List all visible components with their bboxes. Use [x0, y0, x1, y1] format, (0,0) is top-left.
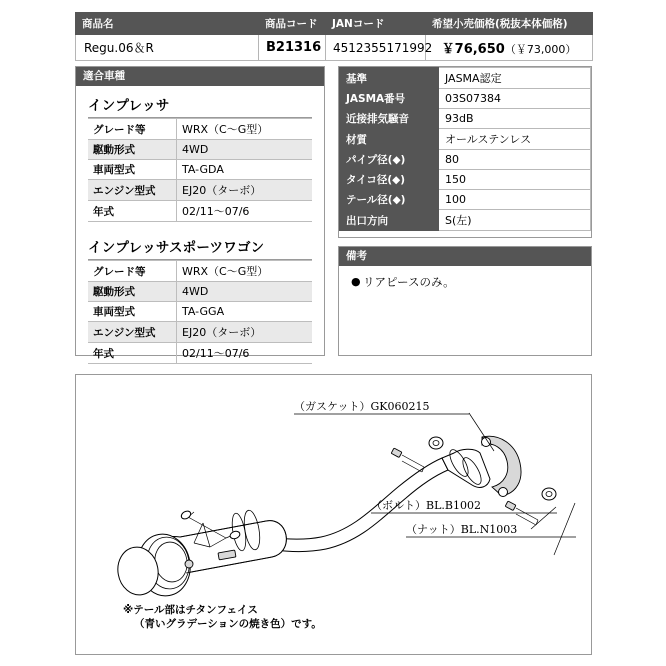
fitment-panel-title: 適合車種 — [76, 67, 324, 86]
diagram-note-line1: ※テール部はチタンフェイス — [123, 604, 258, 616]
specification-panel — [338, 66, 592, 238]
fitment-key: 年式 — [88, 343, 177, 364]
spec-row — [340, 129, 591, 150]
spec-value: 150 — [439, 170, 591, 190]
fitment-row — [88, 322, 312, 343]
bullet-icon: ● — [351, 275, 361, 288]
fitment-group-title: インプレッサスポーツワゴン — [88, 236, 312, 260]
fitment-value: 4WD — [177, 140, 313, 160]
cell-product-name: Regu.06＆R — [76, 35, 259, 61]
spec-key: テール径(◆) — [340, 190, 439, 210]
spec-row — [340, 150, 591, 170]
spec-row — [340, 89, 591, 109]
fitment-table-impreza — [88, 118, 312, 222]
cell-product-code: B21316 — [259, 35, 326, 61]
fitment-group-title: インプレッサ — [88, 94, 312, 118]
spec-key: 出口方向 — [340, 210, 439, 231]
column-header-price: 希望小売価格(税抜本体価格) — [426, 13, 593, 35]
fitment-value: TA-GDA — [177, 160, 313, 180]
bolt-left — [391, 448, 424, 472]
cell-price — [426, 35, 593, 61]
price-sub: （￥73,000） — [504, 43, 577, 56]
fitment-value: TA-GGA — [177, 302, 313, 322]
callout-bolt — [371, 499, 557, 513]
fitment-row — [88, 180, 312, 201]
cell-jan-code: 4512355171992 — [326, 35, 426, 61]
callout-gasket — [294, 400, 469, 414]
fitment-value: 02/11〜07/6 — [177, 343, 313, 364]
fitment-key: 駆動形式 — [88, 140, 177, 160]
fitment-row — [88, 282, 312, 302]
remarks-panel-title: 備考 — [339, 247, 591, 266]
fitment-key: エンジン型式 — [88, 322, 177, 343]
fitment-key: グレード等 — [88, 119, 177, 140]
nut-right — [542, 488, 556, 500]
fitment-value: WRX（C〜G型） — [177, 261, 313, 282]
spec-value: JASMA認定 — [439, 68, 591, 89]
callout-gasket-label: （ガスケット）GK060215 — [294, 400, 430, 413]
spec-row — [340, 210, 591, 231]
fitment-row — [88, 119, 312, 140]
fitment-group-impreza-sports-wagon — [76, 222, 324, 364]
fitment-key: 年式 — [88, 201, 177, 222]
fitment-key: グレード等 — [88, 261, 177, 282]
fitment-row — [88, 261, 312, 282]
fitment-row — [88, 140, 312, 160]
spec-value: 80 — [439, 150, 591, 170]
spec-value: 93dB — [439, 109, 591, 129]
remarks-body — [339, 266, 591, 290]
fitment-value: EJ20（ターボ） — [177, 322, 313, 343]
column-header-jan-code: JANコード — [326, 13, 426, 35]
callout-nut-label: （ナット）BL.N1003 — [406, 523, 518, 536]
fitment-row — [88, 302, 312, 322]
fitment-row — [88, 343, 312, 364]
fitment-value: 02/11〜07/6 — [177, 201, 313, 222]
fitment-value: WRX（C〜G型） — [177, 119, 313, 140]
fitment-group-impreza — [76, 86, 324, 222]
fitment-table-impreza-sports-wagon — [88, 260, 312, 364]
spec-key: タイコ径(◆) — [340, 170, 439, 190]
product-table-header-row — [76, 13, 593, 35]
remark-text: リアピースのみ。 — [363, 275, 455, 289]
spec-value: S(左) — [439, 210, 591, 231]
spec-value: 100 — [439, 190, 591, 210]
product-diagram-panel — [75, 374, 592, 655]
fitment-key: 駆動形式 — [88, 282, 177, 302]
fitment-key: 車両型式 — [88, 302, 177, 322]
nut-left — [429, 437, 443, 449]
spec-key: 基準 — [340, 68, 439, 89]
spec-row — [340, 190, 591, 210]
remark-item — [349, 274, 581, 290]
remarks-panel — [338, 246, 592, 356]
spec-key: 材質 — [340, 129, 439, 150]
exhaust-pipe-drawing — [114, 458, 448, 600]
fitment-row — [88, 160, 312, 180]
callout-bolt-label: （ボルト）BL.B1002 — [371, 499, 481, 512]
specification-table — [339, 67, 591, 231]
product-summary-table — [75, 12, 593, 61]
spec-key: JASMA番号 — [340, 89, 439, 109]
fitment-row — [88, 201, 312, 222]
exhaust-diagram — [76, 375, 591, 654]
product-table-row — [76, 35, 593, 61]
price-main: ￥76,650 — [441, 42, 505, 57]
leader-line-nut — [554, 503, 575, 555]
diagram-note — [123, 603, 322, 630]
spec-row — [340, 170, 591, 190]
fitment-key: 車両型式 — [88, 160, 177, 180]
fitment-value: EJ20（ターボ） — [177, 180, 313, 201]
leader-line-gasket — [469, 413, 494, 451]
spec-value: オールステンレス — [439, 129, 591, 150]
callout-nut — [406, 523, 576, 537]
column-header-product-code: 商品コード — [259, 13, 326, 35]
spec-key: パイプ径(◆) — [340, 150, 439, 170]
column-header-product-name: 商品名 — [76, 13, 259, 35]
spec-row — [340, 68, 591, 89]
fitment-panel — [75, 66, 325, 360]
spec-key: 近接排気騒音 — [340, 109, 439, 129]
spec-value: 03S07384 — [439, 89, 591, 109]
spec-row — [340, 109, 591, 129]
fitment-key: エンジン型式 — [88, 180, 177, 201]
fitment-value: 4WD — [177, 282, 313, 302]
diagram-note-line2: （青いグラデーションの焼き色）です。 — [134, 618, 322, 630]
